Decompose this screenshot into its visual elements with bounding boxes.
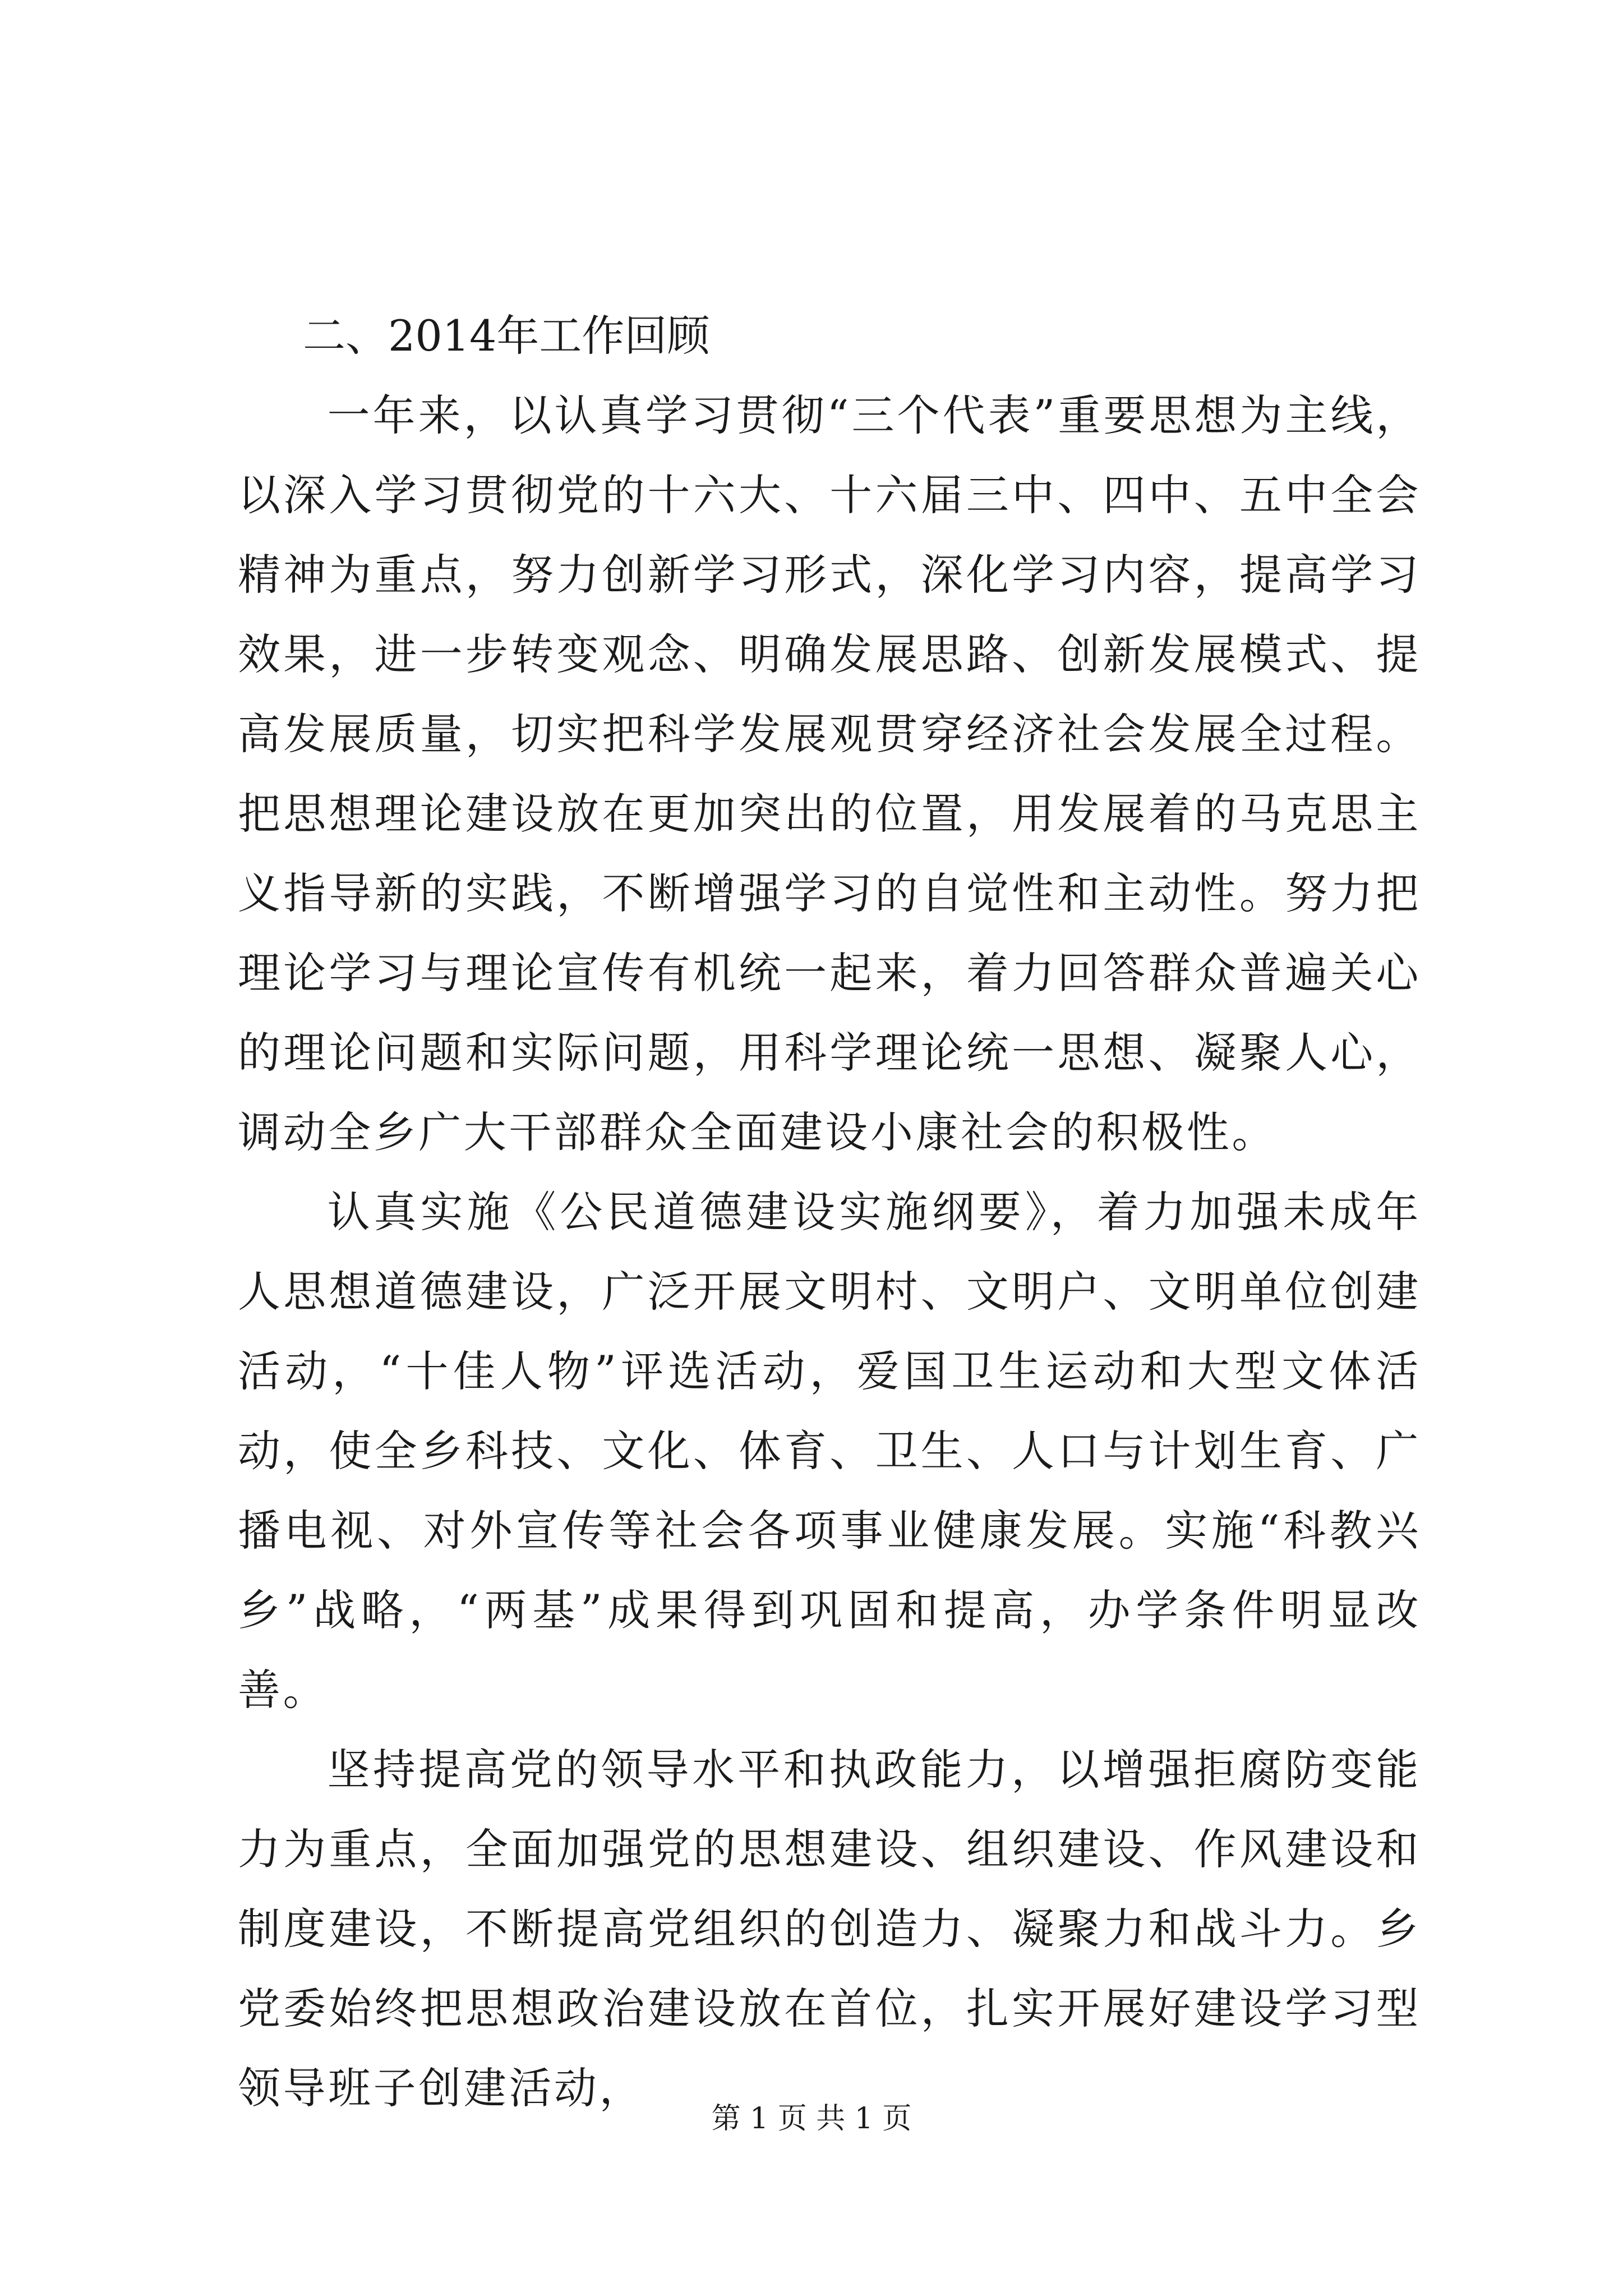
- paragraph-party-building: 坚持提高党的领导水平和执政能力，以增强拒腐防变能力为重点，全面加强党的思想建设、组织建设、作风建设和制度建设，不断提高党组织的创造力、凝聚力和战斗力。乡党委始终把思想政治建设放在首位，扎实开展好建设学习型领导班子创建活动，: [238, 1745, 1421, 2113]
- section-heading: 二、2014年工作回顾: [303, 311, 710, 361]
- page-footer: 第 1 页 共 1 页: [711, 2102, 912, 2136]
- paragraph-study-review: 一年来，以认真学习贯彻“三个代表”重要思想为主线，以深入学习贯彻党的十六大、十六届三中、四中、五中全会精神为重点，努力创新学习形式，深化学习内容，提高学习效果，进一步转变观念、明确发展思路、创新发展模式、提高发展质量，切实把科学发展观贯穿经济社会发展全过程。把思想理论建设放在更加突出的位置，用发展着的马克思主义指导新的实践，不断增强学习的自觉性和主动性。努力把理论学习与理论宣传有机统一起来，着力回答群众普遍关心的理论问题和实际问题，用科学理论统一思想、凝聚人心，调动全乡广大干部群众全面建设小康社会的积极性。: [238, 390, 1421, 1157]
- paragraph-moral-construction: 认真实施《公民道德建设实施纲要》，着力加强未成年人思想道德建设，广泛开展文明村、文明户、文明单位创建活动，“十佳人物”评选活动，爱国卫生运动和大型文体活动，使全乡科技、文化、体育、卫生、人口与计划生育、广播电视、对外宣传等社会各项事业健康发展。实施“科教兴乡”战略，“两基”成果得到巩固和提高，办学条件明显改善。: [238, 1187, 1421, 1715]
- document-body: [238, 296, 1421, 2128]
